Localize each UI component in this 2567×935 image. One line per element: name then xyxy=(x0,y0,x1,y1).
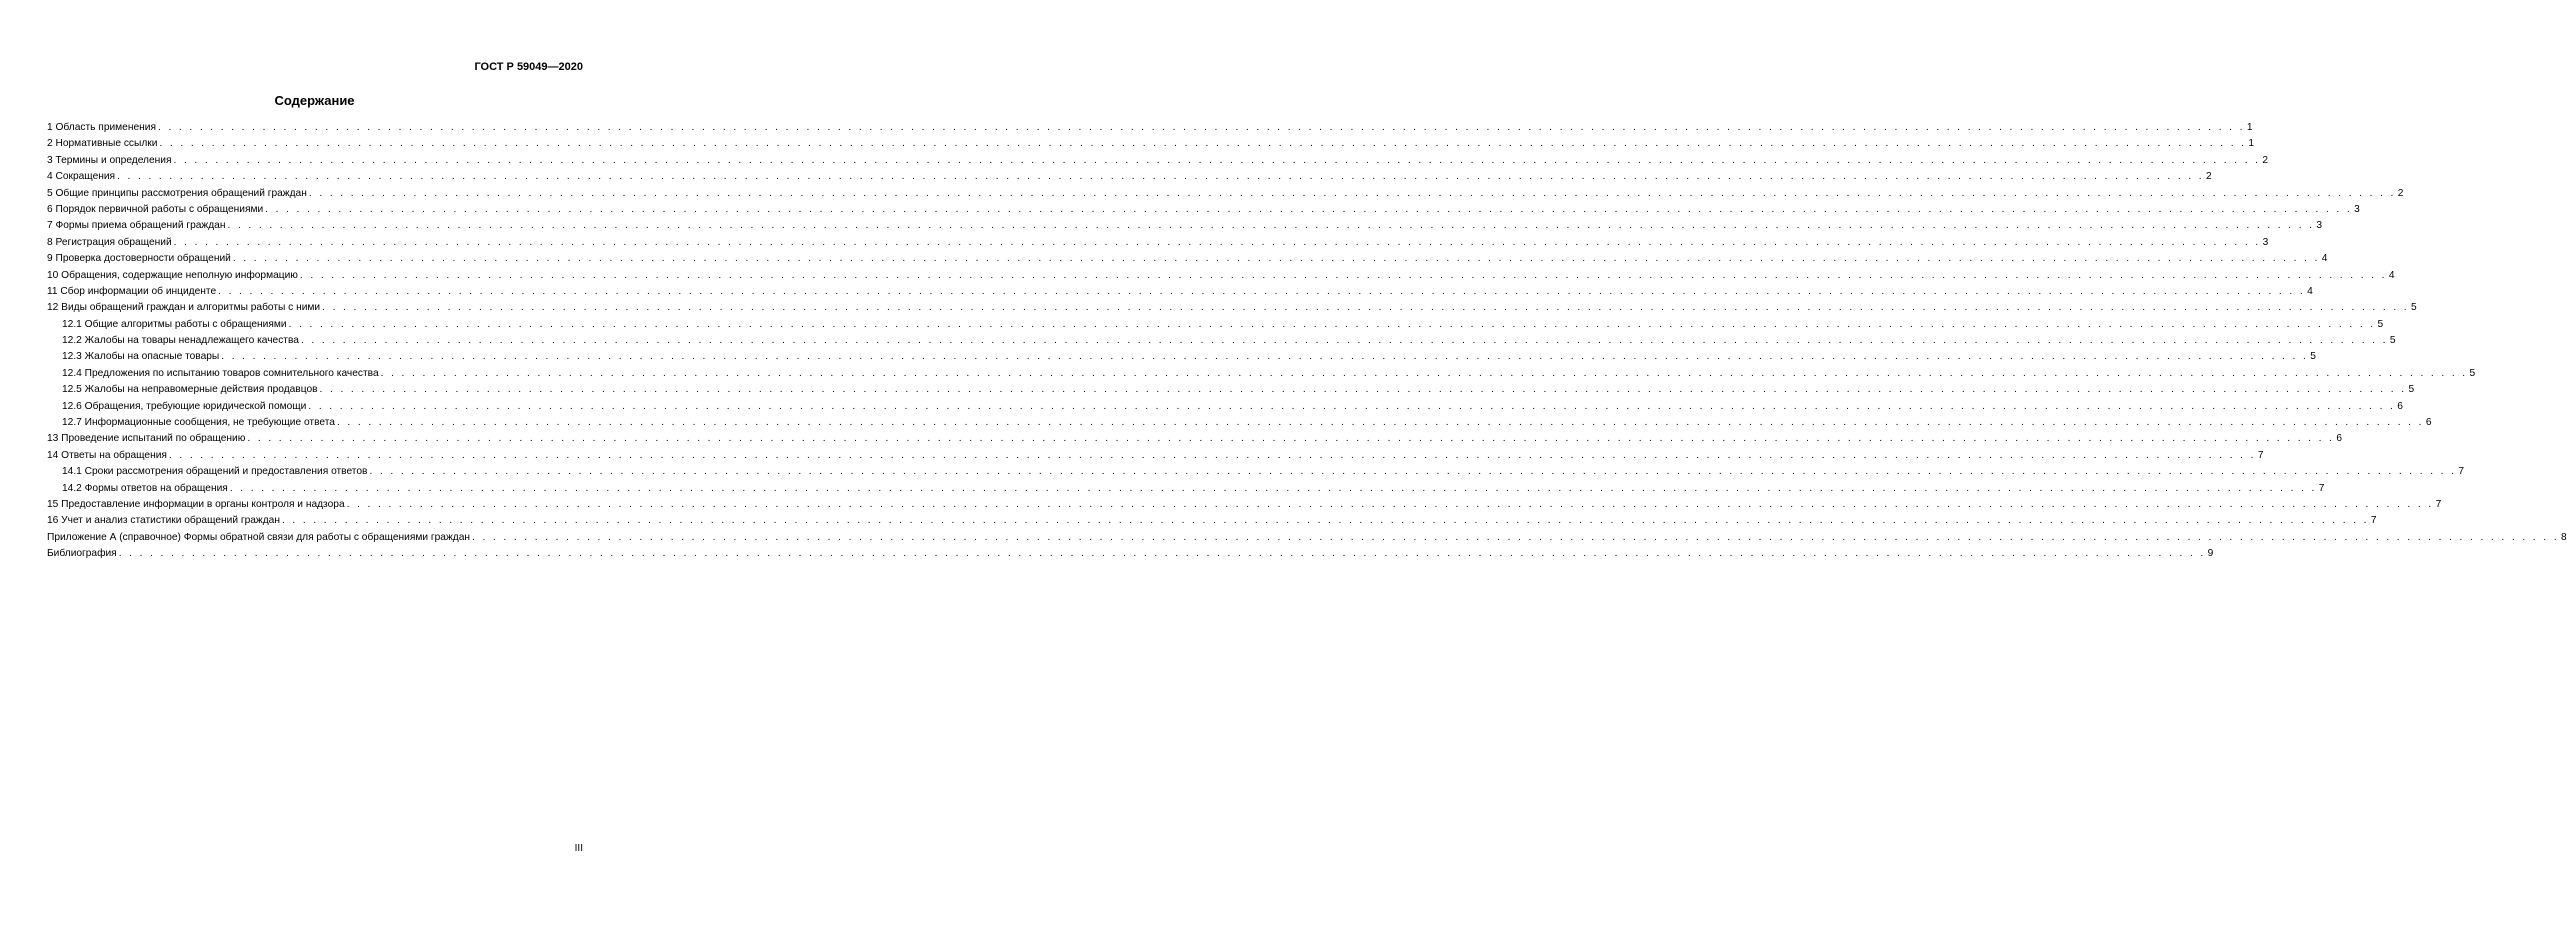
toc-entry-label: 12 Виды обращений граждан и алгоритмы работы с ними xyxy=(47,302,321,314)
toc-entry[interactable] xyxy=(47,497,2442,513)
dot-leader: . . . . . . . . . . . . . . . . . . . . . . . . . . . . . . . . . . . . . . . . . . . . . . . . . . . . . . . . . . . . . . . . . . . . . . . . . . . . . . . . . . . . . . . . . . . . . . . . . . . . . . . . . . . . . . . . . . . . . . . . . . . . . . . . . . . . . . . . . . . . . . . . . . . . . . . . . . . . . . . . . . . . . . . . . . . . . . . . . . . . . . . . . . . . . . . . . . . . . . . . xyxy=(319,384,2407,396)
toc-entry-label: Библиография xyxy=(47,548,117,560)
toc-entry-page: 4 xyxy=(2321,253,2328,265)
toc-entry-label: 11 Сбор информации об инциденте xyxy=(47,285,217,297)
toc-entry-label: 12.3 Жалобы на опасные товары xyxy=(62,351,220,363)
dot-leader: . . . . . . . . . . . . . . . . . . . . . . . . . . . . . . . . . . . . . . . . . . . . . . . . . . . . . . . . . . . . . . . . . . . . . . . . . . . . . . . . . . . . . . . . . . . . . . . . . . . . . . . . . . . . . . . . . . . . . . . . . . . . . . . . . . . . . . . . . . . . . . . . . . . . . . . . . . . . . . . . . . . . . . . . . . . . . . . . . . . . . . . . . . . . . . . . . . . . . . . . xyxy=(472,531,2559,543)
toc-entry-label: 9 Проверка достоверности обращений xyxy=(47,253,231,265)
toc-entry-page: 4 xyxy=(2307,285,2313,297)
page-number: III xyxy=(574,843,583,854)
toc-entry[interactable] xyxy=(47,153,2269,169)
toc-entry[interactable] xyxy=(47,333,2396,349)
toc-entry[interactable] xyxy=(47,235,2269,251)
dot-leader: . . . . . . . . . . . . . . . . . . . . . . . . . . . . . . . . . . . . . . . . . . . . . . . . . . . . . . . . . . . . . . . . . . . . . . . . . . . . . . . . . . . . . . . . . . . . . . . . . . . . . . . . . . . . . . . . . . . . . . . . . . . . . . . . . . . . . . . . . . . . . . . . . . . . . . . . . . . . . . . . . . . . . . . . . . . . . . . . . . . . . . . . . . . . . . . . . . . . . . . . xyxy=(247,433,2335,445)
dot-leader: . . . . . . . . . . . . . . . . . . . . . . . . . . . . . . . . . . . . . . . . . . . . . . . . . . . . . . . . . . . . . . . . . . . . . . . . . . . . . . . . . . . . . . . . . . . . . . . . . . . . . . . . . . . . . . . . . . . . . . . . . . . . . . . . . . . . . . . . . . . . . . . . . . . . . . . . . . . . . . . . . . . . . . . . . . . . . . . . . . . . . . . . . . . . . . . . . . . . . . . . xyxy=(300,335,2388,347)
toc-entry-label: 7 Формы приема обращений граждан xyxy=(47,220,226,232)
document-code: ГОСТ Р 59049—2020 xyxy=(474,61,583,73)
dot-leader: . . . . . . . . . . . . . . . . . . . . . . . . . . . . . . . . . . . . . . . . . . . . . . . . . . . . . . . . . . . . . . . . . . . . . . . . . . . . . . . . . . . . . . . . . . . . . . . . . . . . . . . . . . . . . . . . . . . . . . . . . . . . . . . . . . . . . . . . . . . . . . . . . . . . . . . . . . . . . . . . . . . . . . . . . . . . . . . . . . . . . . . . . . . . . . . . . . . . . . . . xyxy=(221,351,2309,363)
toc-entry-page: 6 xyxy=(2336,433,2343,445)
toc-entry-label: 4 Сокращения xyxy=(47,171,116,183)
dot-leader: . . . . . . . . . . . . . . . . . . . . . . . . . . . . . . . . . . . . . . . . . . . . . . . . . . . . . . . . . . . . . . . . . . . . . . . . . . . . . . . . . . . . . . . . . . . . . . . . . . . . . . . . . . . . . . . . . . . . . . . . . . . . . . . . . . . . . . . . . . . . . . . . . . . . . . . . . . . . . . . . . . . . . . . . . . . . . . . . . . . . . . . . . . . . . . . . . . . . . . . . xyxy=(299,269,2387,281)
dot-leader: . . . . . . . . . . . . . . . . . . . . . . . . . . . . . . . . . . . . . . . . . . . . . . . . . . . . . . . . . . . . . . . . . . . . . . . . . . . . . . . . . . . . . . . . . . . . . . . . . . . . . . . . . . . . . . . . . . . . . . . . . . . . . . . . . . . . . . . . . . . . . . . . . . . . . . . . . . . . . . . . . . . . . . . . . . . . . . . . . . . . . . . . . . . . . . . . . . . . . . . . xyxy=(168,449,2256,461)
toc-entry-label: 10 Обращения, содержащие неполную информацию xyxy=(47,269,298,281)
toc-entry-page: 5 xyxy=(2389,335,2396,347)
toc-entry-page: 1 xyxy=(2248,138,2255,150)
toc-entry-page: 1 xyxy=(2246,122,2253,133)
toc-entry[interactable] xyxy=(47,202,2360,218)
toc-entry-label: 12.1 Общие алгоритмы работы с обращениями xyxy=(62,318,287,330)
toc-entry-page: 6 xyxy=(2397,400,2403,412)
toc-entry[interactable] xyxy=(47,169,2212,185)
toc-entry[interactable] xyxy=(47,251,2328,267)
toc-entry-page: 6 xyxy=(2425,417,2432,429)
toc-entry-label: 15 Предоставление информации в органы контроля и надзора xyxy=(47,498,345,510)
dot-leader: . . . . . . . . . . . . . . . . . . . . . . . . . . . . . . . . . . . . . . . . . . . . . . . . . . . . . . . . . . . . . . . . . . . . . . . . . . . . . . . . . . . . . . . . . . . . . . . . . . . . . . . . . . . . . . . . . . . . . . . . . . . . . . . . . . . . . . . . . . . . . . . . . . . . . . . . . . . . . . . . . . . . . . . . . . . . . . . . . . . . . . . . . . . . . . . . . . . . . . . . xyxy=(369,466,2457,478)
toc-entry[interactable] xyxy=(47,513,2377,529)
toc-entry-label: 12.4 Предложения по испытанию товаров сомнительного качества xyxy=(62,367,379,379)
dot-leader: . . . . . . . . . . . . . . . . . . . . . . . . . . . . . . . . . . . . . . . . . . . . . . . . . . . . . . . . . . . . . . . . . . . . . . . . . . . . . . . . . . . . . . . . . . . . . . . . . . . . . . . . . . . . . . . . . . . . . . . . . . . . . . . . . . . . . . . . . . . . . . . . . . . . . . . . . . . . . . . . . . . . . . . . . . . . . . . . . . . . . . . . . . . . . . . . . . . . . . . . xyxy=(218,285,2306,297)
dot-leader: . . . . . . . . . . . . . . . . . . . . . . . . . . . . . . . . . . . . . . . . . . . . . . . . . . . . . . . . . . . . . . . . . . . . . . . . . . . . . . . . . . . . . . . . . . . . . . . . . . . . . . . . . . . . . . . . . . . . . . . . . . . . . . . . . . . . . . . . . . . . . . . . . . . . . . . . . . . . . . . . . . . . . . . . . . . . . . . . . . . . . . . . . . . . . . . . . . . . . . . . xyxy=(322,302,2410,314)
toc-entry[interactable] xyxy=(47,546,2214,562)
toc-entry-label: 16 Учет и анализ статистики обращений граждан xyxy=(47,515,280,527)
toc-entry[interactable] xyxy=(47,136,2255,152)
toc-entry-page: 9 xyxy=(2207,548,2214,560)
toc-entry[interactable] xyxy=(47,464,2465,480)
dot-leader: . . . . . . . . . . . . . . . . . . . . . . . . . . . . . . . . . . . . . . . . . . . . . . . . . . . . . . . . . . . . . . . . . . . . . . . . . . . . . . . . . . . . . . . . . . . . . . . . . . . . . . . . . . . . . . . . . . . . . . . . . . . . . . . . . . . . . . . . . . . . . . . . . . . . . . . . . . . . . . . . . . . . . . . . . . . . . . . . . . . . . . . . . . . . . . . . . . . . . . . . xyxy=(308,400,2396,412)
toc-entry-label: 2 Нормативные ссылки xyxy=(47,138,158,150)
toc-entry-page: 2 xyxy=(2206,171,2212,183)
toc-entry-page: 5 xyxy=(2469,367,2476,379)
dot-leader: . . . . . . . . . . . . . . . . . . . . . . . . . . . . . . . . . . . . . . . . . . . . . . . . . . . . . . . . . . . . . . . . . . . . . . . . . . . . . . . . . . . . . . . . . . . . . . . . . . . . . . . . . . . . . . . . . . . . . . . . . . . . . . . . . . . . . . . . . . . . . . . . . . . . . . . . . . . . . . . . . . . . . . . . . . . . . . . . . . . . . . . . . . . . . . . . . . . . . . . . xyxy=(173,236,2261,248)
dot-leader: . . . . . . . . . . . . . . . . . . . . . . . . . . . . . . . . . . . . . . . . . . . . . . . . . . . . . . . . . . . . . . . . . . . . . . . . . . . . . . . . . . . . . . . . . . . . . . . . . . . . . . . . . . . . . . . . . . . . . . . . . . . . . . . . . . . . . . . . . . . . . . . . . . . . . . . . . . . . . . . . . . . . . . . . . . . . . . . . . . . . . . . . . . . . . . . . . . . . . . . . xyxy=(173,154,2261,166)
dot-leader: . . . . . . . . . . . . . . . . . . . . . . . . . . . . . . . . . . . . . . . . . . . . . . . . . . . . . . . . . . . . . . . . . . . . . . . . . . . . . . . . . . . . . . . . . . . . . . . . . . . . . . . . . . . . . . . . . . . . . . . . . . . . . . . . . . . . . . . . . . . . . . . . . . . . . . . . . . . . . . . . . . . . . . . . . . . . . . . . . . . . . . . . . . . . . . . . . . . . . . . . xyxy=(232,253,2320,265)
dot-leader: . . . . . . . . . . . . . . . . . . . . . . . . . . . . . . . . . . . . . . . . . . . . . . . . . . . . . . . . . . . . . . . . . . . . . . . . . . . . . . . . . . . . . . . . . . . . . . . . . . . . . . . . . . . . . . . . . . . . . . . . . . . . . . . . . . . . . . . . . . . . . . . . . . . . . . . . . . . . . . . . . . . . . . . . . . . . . . . . . . . . . . . . . . . . . . . . . . . . . . . . xyxy=(308,187,2396,199)
dot-leader: . . . . . . . . . . . . . . . . . . . . . . . . . . . . . . . . . . . . . . . . . . . . . . . . . . . . . . . . . . . . . . . . . . . . . . . . . . . . . . . . . . . . . . . . . . . . . . . . . . . . . . . . . . . . . . . . . . . . . . . . . . . . . . . . . . . . . . . . . . . . . . . . . . . . . . . . . . . . . . . . . . . . . . . . . . . . . . . . . . . . . . . . . . . . . . . . . . . . . . . . xyxy=(157,122,2245,133)
toc-entry[interactable] xyxy=(47,120,2253,136)
toc-entry-page: 3 xyxy=(2262,236,2269,248)
toc-entry-page: 5 xyxy=(2310,351,2316,363)
toc-entry-label: 12.2 Жалобы на товары ненадлежащего качества xyxy=(62,335,299,347)
toc-entry[interactable] xyxy=(47,399,2403,415)
toc-entry[interactable] xyxy=(47,186,2404,202)
toc-entry-page: 7 xyxy=(2370,515,2377,527)
toc-entry-label: 14.2 Формы ответов на обращения xyxy=(62,482,228,494)
toc-entry-page: 5 xyxy=(2411,302,2417,314)
toc-entry[interactable] xyxy=(47,317,2384,333)
toc-entry[interactable] xyxy=(47,382,2415,398)
dot-leader: . . . . . . . . . . . . . . . . . . . . . . . . . . . . . . . . . . . . . . . . . . . . . . . . . . . . . . . . . . . . . . . . . . . . . . . . . . . . . . . . . . . . . . . . . . . . . . . . . . . . . . . . . . . . . . . . . . . . . . . . . . . . . . . . . . . . . . . . . . . . . . . . . . . . . . . . . . . . . . . . . . . . . . . . . . . . . . . . . . . . . . . . . . . . . . . . . . . . . . . . xyxy=(336,417,2424,429)
toc-entry-page: 7 xyxy=(2458,466,2465,478)
toc-entry-page: 3 xyxy=(2316,220,2323,232)
toc-entry-page: 4 xyxy=(2388,269,2395,281)
dot-leader: . . . . . . . . . . . . . . . . . . . . . . . . . . . . . . . . . . . . . . . . . . . . . . . . . . . . . . . . . . . . . . . . . . . . . . . . . . . . . . . . . . . . . . . . . . . . . . . . . . . . . . . . . . . . . . . . . . . . . . . . . . . . . . . . . . . . . . . . . . . . . . . . . . . . . . . . . . . . . . . . . . . . . . . . . . . . . . . . . . . . . . . . . . . . . . . . . . . . . . . . xyxy=(117,171,2205,183)
toc-entry[interactable] xyxy=(47,431,2343,447)
dot-leader: . . . . . . . . . . . . . . . . . . . . . . . . . . . . . . . . . . . . . . . . . . . . . . . . . . . . . . . . . . . . . . . . . . . . . . . . . . . . . . . . . . . . . . . . . . . . . . . . . . . . . . . . . . . . . . . . . . . . . . . . . . . . . . . . . . . . . . . . . . . . . . . . . . . . . . . . . . . . . . . . . . . . . . . . . . . . . . . . . . . . . . . . . . . . . . . . . . . . . . . . xyxy=(229,482,2317,494)
toc-entry-label: 12.5 Жалобы на неправомерные действия продавцов xyxy=(62,384,318,396)
toc-entry-label: 13 Проведение испытаний по обращению xyxy=(47,433,246,445)
toc-entry[interactable] xyxy=(47,284,2313,300)
toc-entry-page: 5 xyxy=(2377,318,2384,330)
toc-entry[interactable] xyxy=(47,448,2264,464)
toc-entry-label: 14 Ответы на обращения xyxy=(47,449,167,461)
toc-entry[interactable] xyxy=(47,349,2316,365)
toc-entry-label: Приложение А (справочное) Формы обратной связи для работы с обращениями граждан xyxy=(47,531,470,543)
toc-entry-page: 2 xyxy=(2262,154,2269,166)
dot-leader: . . . . . . . . . . . . . . . . . . . . . . . . . . . . . . . . . . . . . . . . . . . . . . . . . . . . . . . . . . . . . . . . . . . . . . . . . . . . . . . . . . . . . . . . . . . . . . . . . . . . . . . . . . . . . . . . . . . . . . . . . . . . . . . . . . . . . . . . . . . . . . . . . . . . . . . . . . . . . . . . . . . . . . . . . . . . . . . . . . . . . . . . . . . . . . . . . . . . . . . . xyxy=(281,515,2369,527)
toc-entry-page: 7 xyxy=(2435,498,2442,510)
toc-entry-page: 2 xyxy=(2397,187,2404,199)
dot-leader: . . . . . . . . . . . . . . . . . . . . . . . . . . . . . . . . . . . . . . . . . . . . . . . . . . . . . . . . . . . . . . . . . . . . . . . . . . . . . . . . . . . . . . . . . . . . . . . . . . . . . . . . . . . . . . . . . . . . . . . . . . . . . . . . . . . . . . . . . . . . . . . . . . . . . . . . . . . . . . . . . . . . . . . . . . . . . . . . . . . . . . . . . . . . . . . . . . . . . . . . xyxy=(380,367,2468,379)
toc-entry-label: 6 Порядок первичной работы с обращениями xyxy=(47,203,264,215)
toc-entry[interactable] xyxy=(47,481,2325,497)
toc-entry-label: 3 Термины и определения xyxy=(47,154,172,166)
dot-leader: . . . . . . . . . . . . . . . . . . . . . . . . . . . . . . . . . . . . . . . . . . . . . . . . . . . . . . . . . . . . . . . . . . . . . . . . . . . . . . . . . . . . . . . . . . . . . . . . . . . . . . . . . . . . . . . . . . . . . . . . . . . . . . . . . . . . . . . . . . . . . . . . . . . . . . . . . . . . . . . . . . . . . . . . . . . . . . . . . . . . . . . . . . . . . . . . . . . . . . . . xyxy=(227,220,2315,232)
toc-entry-page: 3 xyxy=(2354,203,2360,215)
dot-leader: . . . . . . . . . . . . . . . . . . . . . . . . . . . . . . . . . . . . . . . . . . . . . . . . . . . . . . . . . . . . . . . . . . . . . . . . . . . . . . . . . . . . . . . . . . . . . . . . . . . . . . . . . . . . . . . . . . . . . . . . . . . . . . . . . . . . . . . . . . . . . . . . . . . . . . . . . . . . . . . . . . . . . . . . . . . . . . . . . . . . . . . . . . . . . . . . . . . . . . . . xyxy=(265,203,2353,215)
toc-entry[interactable] xyxy=(47,300,2417,316)
toc-title: Содержание xyxy=(274,93,355,108)
toc-entry-page: 7 xyxy=(2318,482,2325,494)
toc-entry-label: 14.1 Сроки рассмотрения обращений и предоставления ответов xyxy=(62,466,368,478)
toc-entry-label: 1 Область применения xyxy=(47,122,156,133)
table-of-contents xyxy=(47,120,2567,563)
toc-entry-label: 5 Общие принципы рассмотрения обращений граждан xyxy=(47,187,307,199)
toc-entry[interactable] xyxy=(47,366,2476,382)
dot-leader: . . . . . . . . . . . . . . . . . . . . . . . . . . . . . . . . . . . . . . . . . . . . . . . . . . . . . . . . . . . . . . . . . . . . . . . . . . . . . . . . . . . . . . . . . . . . . . . . . . . . . . . . . . . . . . . . . . . . . . . . . . . . . . . . . . . . . . . . . . . . . . . . . . . . . . . . . . . . . . . . . . . . . . . . . . . . . . . . . . . . . . . . . . . . . . . . . . . . . . . . xyxy=(346,498,2434,510)
dot-leader: . . . . . . . . . . . . . . . . . . . . . . . . . . . . . . . . . . . . . . . . . . . . . . . . . . . . . . . . . . . . . . . . . . . . . . . . . . . . . . . . . . . . . . . . . . . . . . . . . . . . . . . . . . . . . . . . . . . . . . . . . . . . . . . . . . . . . . . . . . . . . . . . . . . . . . . . . . . . . . . . . . . . . . . . . . . . . . . . . . . . . . . . . . . . . . . . . . . . . . . . xyxy=(159,138,2247,150)
toc-entry[interactable] xyxy=(47,530,2567,546)
toc-entry-page: 5 xyxy=(2408,384,2415,396)
toc-entry[interactable] xyxy=(47,415,2432,431)
toc-entry[interactable] xyxy=(47,268,2395,284)
toc-entry-label: 12.7 Информационные сообщения, не требующие ответа xyxy=(62,417,335,429)
dot-leader: . . . . . . . . . . . . . . . . . . . . . . . . . . . . . . . . . . . . . . . . . . . . . . . . . . . . . . . . . . . . . . . . . . . . . . . . . . . . . . . . . . . . . . . . . . . . . . . . . . . . . . . . . . . . . . . . . . . . . . . . . . . . . . . . . . . . . . . . . . . . . . . . . . . . . . . . . . . . . . . . . . . . . . . . . . . . . . . . . . . . . . . . . . . . . . . . . . . . . . . . xyxy=(118,548,2206,560)
toc-entry-page: 7 xyxy=(2257,449,2264,461)
dot-leader: . . . . . . . . . . . . . . . . . . . . . . . . . . . . . . . . . . . . . . . . . . . . . . . . . . . . . . . . . . . . . . . . . . . . . . . . . . . . . . . . . . . . . . . . . . . . . . . . . . . . . . . . . . . . . . . . . . . . . . . . . . . . . . . . . . . . . . . . . . . . . . . . . . . . . . . . . . . . . . . . . . . . . . . . . . . . . . . . . . . . . . . . . . . . . . . . . . . . . . . . xyxy=(288,318,2376,330)
toc-entry-label: 12.6 Обращения, требующие юридической помощи xyxy=(62,400,307,412)
toc-entry-label: 8 Регистрация обращений xyxy=(47,236,172,248)
toc-entry[interactable] xyxy=(47,218,2323,234)
toc-entry-page: 8 xyxy=(2560,531,2567,543)
